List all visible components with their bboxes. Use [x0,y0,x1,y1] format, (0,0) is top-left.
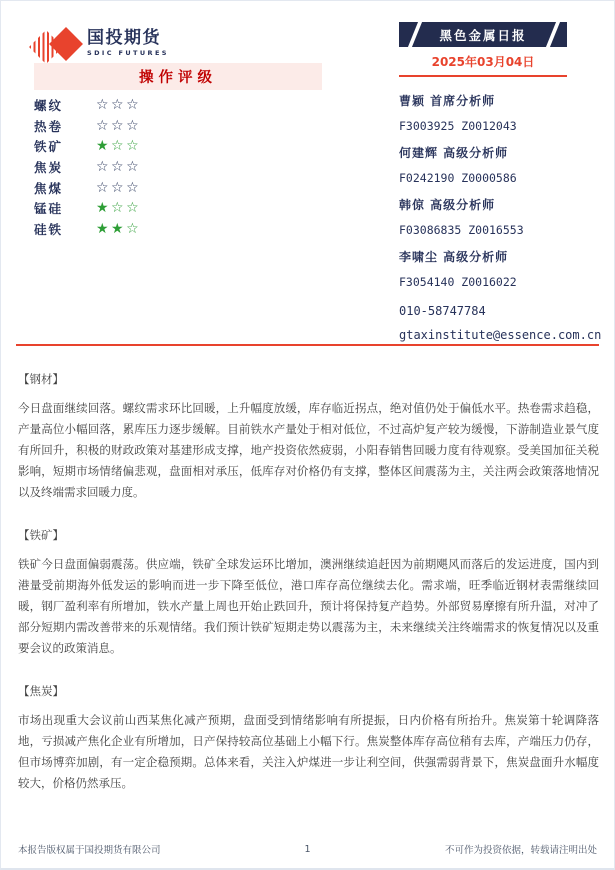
commodity-name: 焦炭 [34,160,64,176]
footer-copyright: 本报告版权属于国投期货有限公司 [18,842,161,856]
analyst-codes: F03086835 Z0016553 [399,223,524,237]
contact-block [399,299,609,347]
star-rating-icon: ★☆☆ [96,138,142,155]
rating-header: 操作评级 [34,63,322,90]
section-heading: 【焦炭】 [18,684,64,698]
commodity-name: 焦煤 [34,180,64,196]
section-paragraph: 今日盘面继续回落。螺纹需求环比回暖，上升幅度放缓，库存临近拐点，绝对值仍处于偏低水平。热卷需求趋稳，产量高位小幅回落，累库压力逐步缓解。目前铁水产量处于相对低位，不过高炉复产较为缓慢，下游制造业景气度有所回升，积极的财政政策对基建形成支撑，地产投资依然疲弱，小阳春销售回暖力度有待观察。受美国加征关税影响，短期市场情绪偏悲观，盘面相对承压，低库存对价格仍有支撑，整体区间震荡为主，关注两会政策落地情况以及终端需求回暖力度。 [18,401,599,499]
rating-row [34,177,322,198]
section-paragraph: 市场出现重大会议前山西某焦化减产预期，盘面受到情绪影响有所提振，日内价格有所抬升。焦炭第十轮调降落地，亏损减产焦化企业有所增加，日产保持较高位基础上小幅下行。焦炭整体库存高位稍有去库，产端压力仍存，但市场博弈加剧，有一定企稳预期。总体来看，关注入炉煤进一步让利空间，供强需弱背景下，焦炭盘面升水幅度较大，价格仍然承压。 [18,713,599,790]
logo-diamonds-icon [34,27,80,61]
logo-diamond-solid-icon [49,27,83,61]
banner-slash-left [407,22,424,47]
analyst-name: 曹颖 首席分析师 [399,93,496,108]
star-rating-icon: ☆☆☆ [96,159,142,176]
company-subtitle: SDIC FUTURES [87,49,169,57]
star-rating-icon: ☆☆☆ [96,179,142,196]
report-date: 2025年03月04日 [399,53,567,77]
star-rating-icon: ☆☆☆ [96,97,142,114]
star-rating-icon: ★☆☆ [96,200,142,217]
rating-row [34,219,322,240]
analyst-codes: F3054140 Z0016022 [399,275,517,289]
header-divider [16,344,599,346]
star-rating-icon: ☆☆☆ [96,117,142,134]
company-name: 国投期货 [87,28,161,48]
report-section [18,525,599,659]
commodity-name: 螺纹 [34,98,64,114]
contact-phone: 010-58747784 [399,304,486,318]
footer-disclaimer: 不可作为投资依据，转载请注明出处 [445,842,597,856]
section-heading: 【钢材】 [18,372,64,386]
rating-row [34,198,322,219]
company-logo [34,27,169,61]
commodity-name: 热卷 [34,118,64,134]
analyst-codes: F0242190 Z0000586 [399,171,517,185]
banner-slash-right [545,22,562,47]
report-title: 黑色金属日报 [439,27,527,43]
logo-text [87,27,169,58]
contact-email[interactable]: gtaxinstitute@essence.com.cn [399,328,602,342]
analyst-list [399,87,599,295]
rating-row [34,136,322,157]
commodity-name: 锰硅 [34,201,64,217]
page-number: 1 [304,843,311,855]
rating-row [34,95,322,116]
analyst-name: 韩倞 高级分析师 [399,197,496,212]
rating-row [34,116,322,137]
analyst-name: 李啸尘 高级分析师 [399,249,509,264]
report-section [18,369,599,503]
page-footer [18,842,597,856]
star-rating-icon: ★★☆ [96,220,142,237]
rating-list [34,95,322,239]
analyst-codes: F3003925 Z0012043 [399,119,517,133]
rating-row [34,157,322,178]
section-heading: 【铁矿】 [18,528,64,542]
report-section [18,681,599,794]
report-body [18,369,599,816]
report-title-banner [399,22,567,47]
analyst-name: 何建辉 高级分析师 [399,145,509,160]
commodity-name: 铁矿 [34,139,64,155]
section-paragraph: 铁矿今日盘面偏弱震荡。供应端，铁矿全球发运环比增加，澳洲继续追赶因为前期飓风而落后的发运进度，国内到港量受前期海外低发运的影响而进一步下降至低位，港口库存高位继续去化。需求端，旺季临近钢材表需继续回暖，钢厂盈利率有所增加，铁水产量上周也开始止跌回升，预计将保持复产趋势。外部贸易摩擦有所升温，对冲了部分短期内需改善带来的乐观情绪。我们预计铁矿短期走势以震荡为主，未来继续关注终端需求的恢复情况以及重要会议的政策消息。 [18,557,599,655]
commodity-name: 硅铁 [34,221,64,237]
